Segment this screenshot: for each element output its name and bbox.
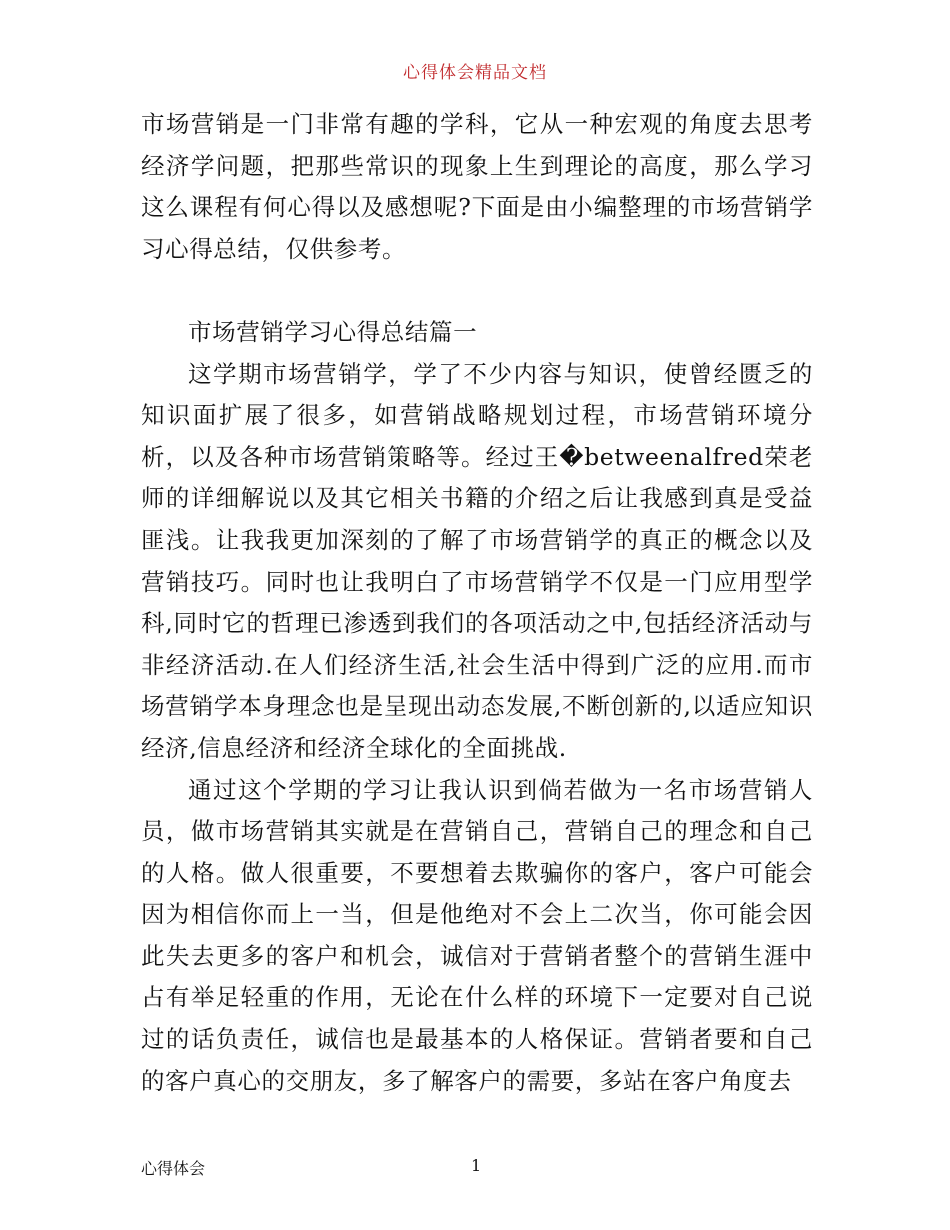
page-number: 1 [471,1156,482,1175]
page-header-title: 心得体会精品文档 [403,63,547,83]
section-title: 市场营销学习心得总结篇一 [188,317,478,346]
footer-label: 心得体会 [141,1159,206,1178]
body-paragraph-2: 通过这个学期的学习让我认识到倘若做为一名市场营销人员，做市场营销其实就是在营销自己，营销自己的理念和自己的人格。做人很重要，不要想着去欺骗你的客户，客户可能会因为相信你而上一当，但是他绝对不会上二次当，你可能会因此失去更多的客户和机会，诚信对于营销者整个的营销生涯中占有举足轻重的作用，无论在什么样的环境下一定要对自己说过的话负责任，诚信也是最基本的人格保证。营销者要和自己的客户真心的交朋友，多了解客户的需要，多站在客户角度去 [141,775,813,1095]
document-body [141,104,813,1102]
body-paragraph-1: 这学期市场营销学，学了不少内容与知识，使曾经匮乏的知识面扩展了很多，如营销战略规划过程，市场营销环境分析，以及各种市场营销策略等。经过王�betweenalfred荣老师的详细解说以及其它相关书籍的介绍之后让我感到真是受益匪浅。让我我更加深刻的了解了市场营销学的真正的概念以及营销技巧。同时也让我明白了市场营销学不仅是一门应用型学科,同时它的哲理已渗透到我们的各项活动之中,包括经济活动与非经济活动.在人们经济生活,社会生活中得到广泛的应用.而市场营销学本身理念也是呈现出动态发展,不断创新的,以适应知识经济,信息经济和经济全球化的全面挑战. [141,359,813,762]
intro-paragraph: 市场营销是一门非常有趣的学科，它从一种宏观的角度去思考经济学问题，把那些常识的现象上生到理论的高度，那么学习这么课程有何心得以及感想呢?下面是由小编整理的市场营销学习心得总结，仅供参考。 [141,110,813,263]
